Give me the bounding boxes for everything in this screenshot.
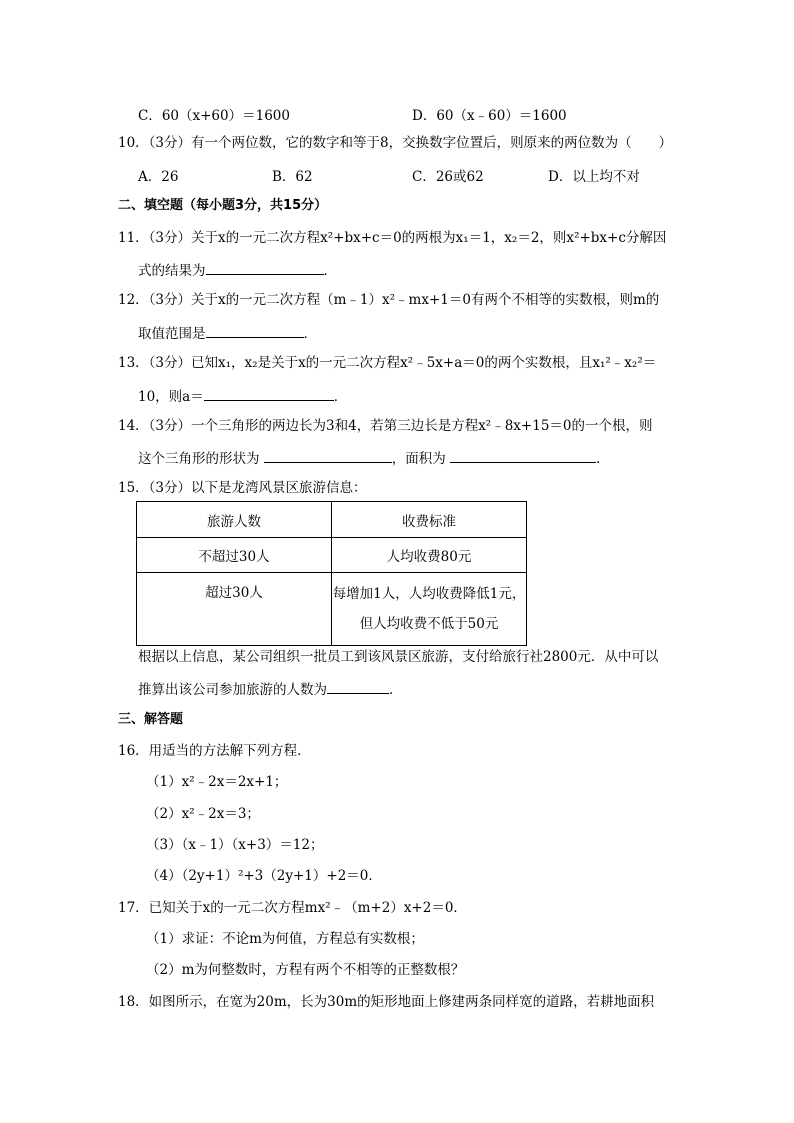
- q11-line2: [138, 260, 337, 280]
- q14-suffix: ．: [596, 451, 610, 467]
- q13-line2: [138, 386, 347, 406]
- table-cell-fee: [332, 573, 527, 646]
- q14-shape-blank[interactable]: [264, 448, 392, 463]
- q15-stem: 15．（3分）以下是龙湾风景区旅游信息：: [118, 480, 367, 496]
- q9-option-d: D．60（x﹣60）＝1600: [412, 108, 567, 124]
- section-solve-heading: 三、解答题: [118, 712, 184, 727]
- table-cell-people: 不超过30人: [137, 538, 332, 573]
- q14-line1: 14．（3分）一个三角形的两边长为3和4，若第三边长是方程x²﹣8x+15＝0的一个根，则: [118, 418, 653, 434]
- tour-info-table: [136, 501, 527, 646]
- q15-prefix: 推算出该公司参加旅游的人数为: [138, 682, 327, 698]
- q14-line2: [138, 448, 610, 468]
- q10-option-c: C．26或62: [412, 169, 484, 185]
- q16-item-2: （2）x²﹣2x＝3；: [146, 806, 260, 822]
- q12-suffix: ．: [303, 326, 317, 342]
- q16-item-1: （1）x²﹣2x＝2x+1；: [146, 774, 288, 790]
- q12-prefix: 取值范围是: [138, 326, 206, 342]
- table-cell-people: 超过30人: [137, 573, 332, 646]
- q12-answer-blank[interactable]: [206, 323, 304, 338]
- fee-rule-line2: 但人均收费不低于50元: [359, 616, 499, 632]
- q11-prefix: 式的结果为: [138, 263, 206, 279]
- q11-suffix: ．: [323, 263, 337, 279]
- q18-stem: 18．如图所示，在宽为20m，长为30m的矩形地面上修建两条同样宽的道路，若耕地面积: [118, 994, 655, 1010]
- q13-prefix: 10，则a＝: [138, 389, 204, 405]
- q12-line1: 12．（3分）关于x的一元二次方程（m﹣1）x²﹣mx+1＝0有两个不相等的实数根，则m的: [118, 292, 660, 308]
- q15-answer-blank[interactable]: [327, 679, 389, 694]
- q11-answer-blank[interactable]: [206, 260, 324, 275]
- q12-line2: [138, 323, 317, 343]
- table-header-people: 旅游人数: [137, 502, 332, 538]
- table-cell-fee: 人均收费80元: [332, 538, 527, 573]
- q15-suffix: ．: [389, 682, 403, 698]
- q17-item-1: （1）求证：不论m为何值，方程总有实数根；: [146, 931, 424, 947]
- section-fill-in-heading: 二、填空题（每小题3分，共15分）: [118, 198, 328, 213]
- table-row: [137, 573, 527, 646]
- q13-answer-blank[interactable]: [204, 386, 334, 401]
- q15-after-line2: [138, 679, 403, 699]
- table-row: [137, 538, 527, 573]
- q10-option-b: B．62: [272, 169, 313, 185]
- q13-line1: 13．（3分）已知x₁，x₂是关于x的一元二次方程x²﹣5x+a＝0的两个实数根，且x₁²﹣x₂²＝: [118, 355, 657, 371]
- q14-area-blank[interactable]: [450, 448, 596, 463]
- q16-item-4: （4）（2y+1）²+3（2y+1）+2＝0．: [146, 868, 382, 884]
- q13-suffix: ．: [333, 389, 348, 405]
- q16-item-3: （3）（x﹣1）（x+3）＝12；: [146, 837, 324, 853]
- q10-stem: 10．（3分）有一个两位数，它的数字和等于8，交换数字位置后，则原来的两位数为（ ）: [118, 135, 673, 151]
- q10-option-d: D．以上均不对: [548, 169, 640, 185]
- q9-option-c: C．60（x+60）＝1600: [138, 108, 290, 124]
- q14-middle: ，面积为: [391, 451, 446, 467]
- q10-option-a: A．26: [138, 169, 179, 185]
- fee-rule-line1: 每增加1人，人均收费降低1元，: [332, 586, 526, 602]
- table-header-row: [137, 502, 527, 538]
- table-header-fee: 收费标准: [332, 502, 527, 538]
- q11-line1: 11．（3分）关于x的一元二次方程x²+bx+c＝0的两根为x₁＝1，x₂＝2，则x²+bx+c分解因: [118, 230, 667, 246]
- q17-stem: 17．已知关于x的一元二次方程mx²﹣（m+2）x+2＝0．: [118, 900, 467, 916]
- q15-after-line1: 根据以上信息，某公司组织一批员工到该风景区旅游，支付给旅行社2800元．从中可以: [138, 649, 659, 665]
- q14-prefix: 这个三角形的形状为: [138, 451, 260, 467]
- q17-item-2: （2）m为何整数时，方程有两个不相等的正整数根？: [146, 962, 465, 978]
- q16-stem: 16．用适当的方法解下列方程．: [118, 743, 311, 759]
